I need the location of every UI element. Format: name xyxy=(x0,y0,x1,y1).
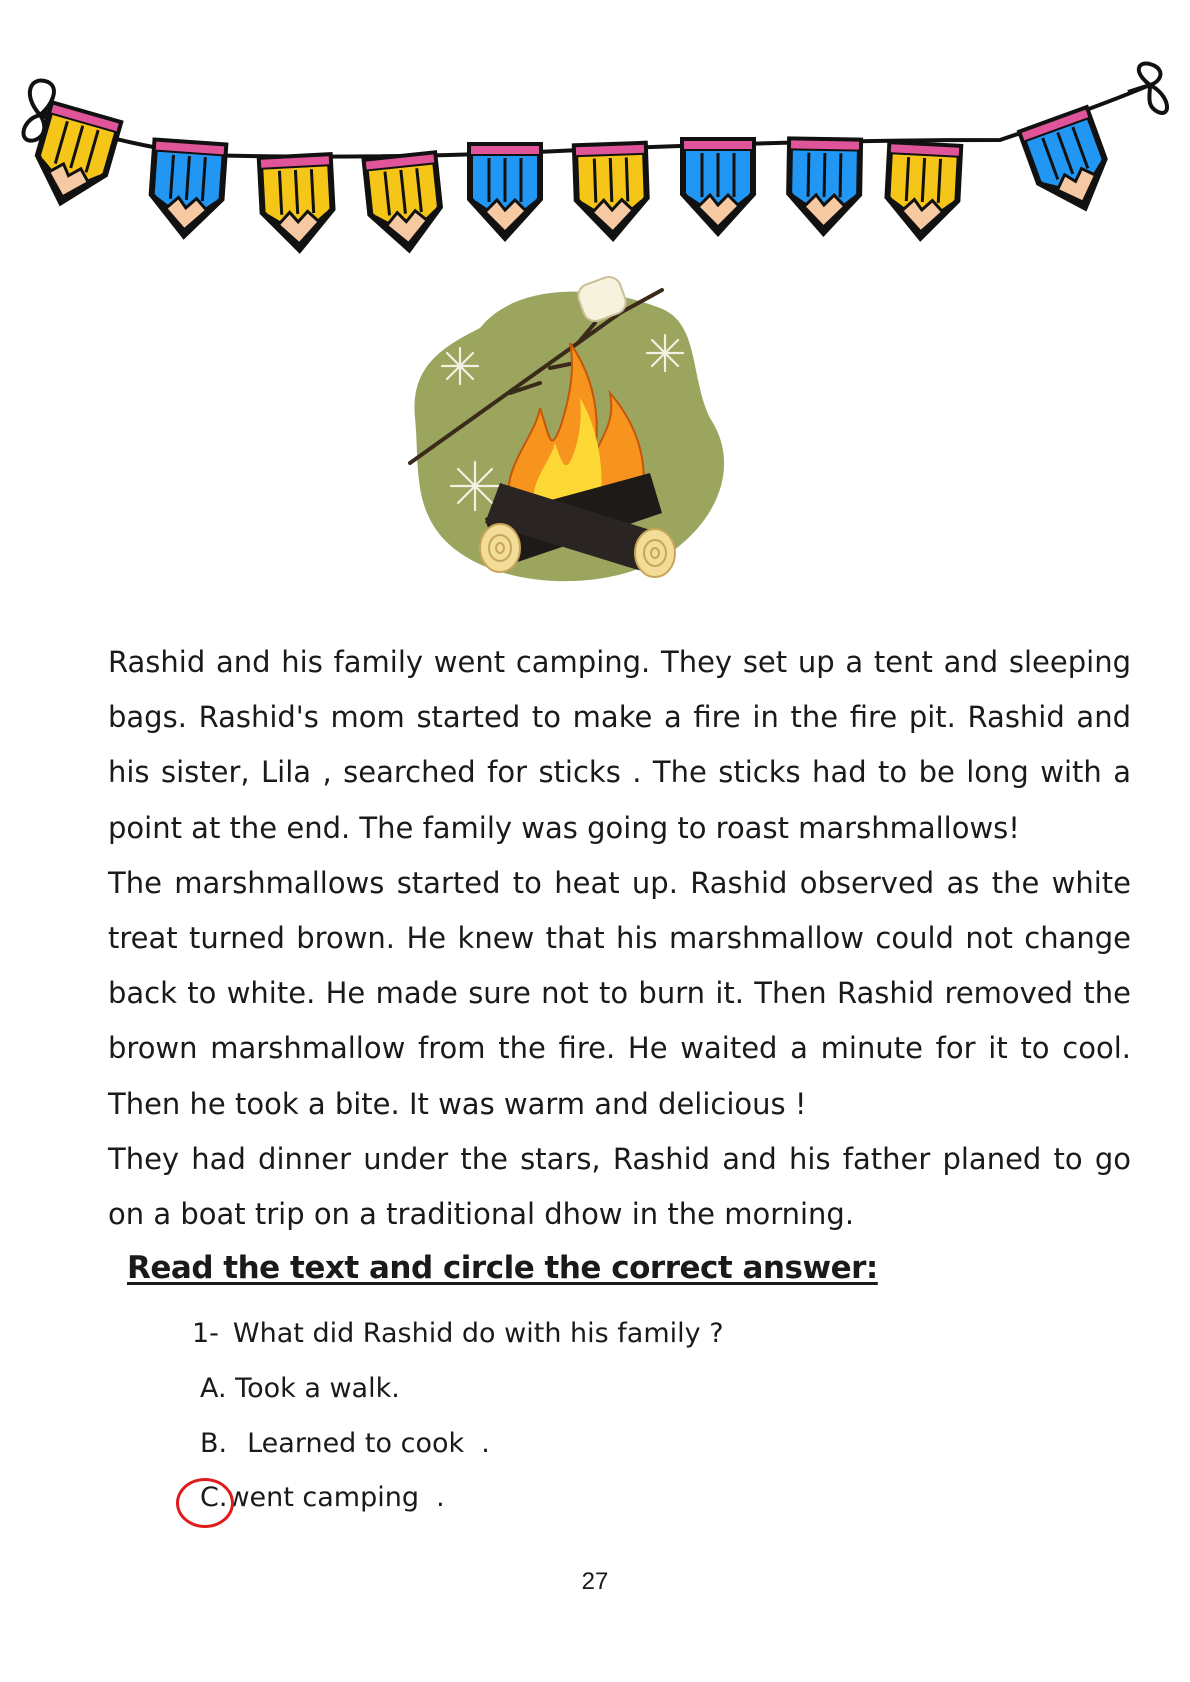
option-text: went camping . xyxy=(227,1482,445,1513)
pencil-pennant-icon xyxy=(882,140,963,244)
story-paragraph-2: The marshmallows started to heat up. Rashid observed as the white treat turned brown. He knew that his marshmallow could not change back to white. He made sure not to burn it. Then Rashid removed the brown marshmallow from the fire. He waited a minute for it to cool. Then he took a bite. It was warm and delicious ! xyxy=(108,865,1131,1121)
option-letter: A. xyxy=(200,1373,227,1404)
pencil-pennant-icon xyxy=(467,142,543,242)
option-text: Took a walk. xyxy=(235,1373,400,1404)
story-text xyxy=(108,635,1131,1242)
page-number: 27 xyxy=(581,1568,609,1595)
answer-option-c[interactable] xyxy=(200,1482,445,1513)
answer-circle-mark xyxy=(176,1478,234,1528)
pencil-pennant-icon xyxy=(1017,104,1123,224)
bow-right-icon xyxy=(1128,63,1167,113)
pencil-pennant-icon xyxy=(680,137,756,237)
pencil-bunting-icon xyxy=(0,0,1190,300)
question-1 xyxy=(192,1318,724,1349)
campfire-icon xyxy=(400,268,770,618)
story-paragraph-3: They had dinner under the stars, Rashid and his father planed to go on a boat trip on a traditional dhow in the morning. xyxy=(108,1141,1131,1232)
pencil-pennant-icon xyxy=(146,137,229,242)
pencil-pennant-icon xyxy=(785,136,863,237)
option-letter: B. xyxy=(200,1428,228,1459)
question-number: 1- xyxy=(192,1318,219,1349)
story-paragraph-1: Rashid and his family went camping. They set up a tent and sleeping bags. Rashid's mom started to make a fire in the fire pit. Rashid and his sister, Lila , searched for sticks . The sticks had to be long with a point at the end. The family was going to roast marshmallows! xyxy=(108,645,1131,845)
answer-option-a[interactable] xyxy=(200,1373,400,1404)
answer-option-b[interactable] xyxy=(200,1428,490,1459)
option-text: Learned to cook . xyxy=(247,1428,490,1459)
option-letter: C. xyxy=(200,1482,228,1513)
pencil-pennant-icon xyxy=(572,141,651,244)
pencil-pennant-icon xyxy=(361,150,447,257)
exercise-instruction: Read the text and circle the correct answer: xyxy=(127,1250,878,1286)
pencil-pennant-icon xyxy=(257,152,338,256)
question-text: What did Rashid do with his family ? xyxy=(232,1318,724,1349)
